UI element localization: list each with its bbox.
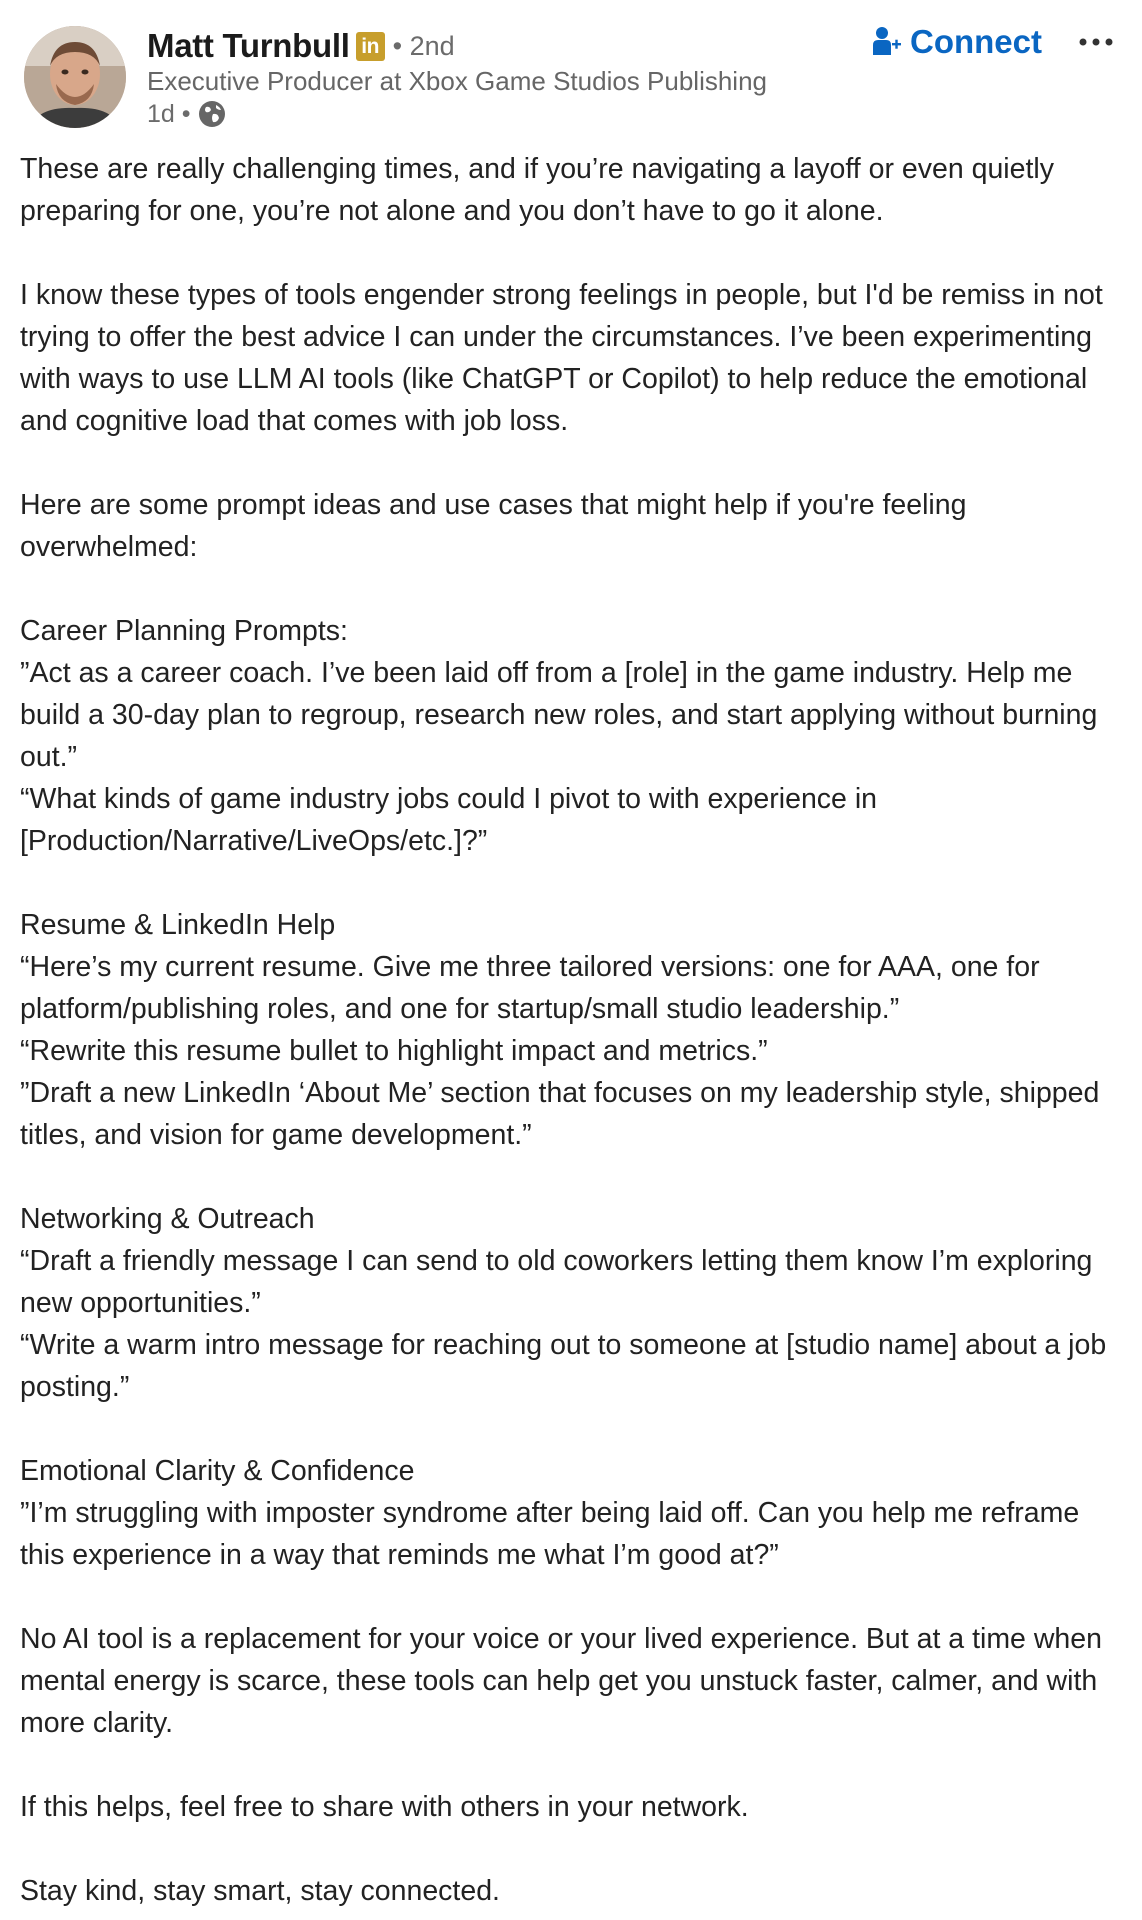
section-heading: Resume & LinkedIn Help — [20, 909, 336, 941]
prompt-line: ”Act as a career coach. I’ve been laid off from a [role] in the game industry. Help me build a 30-day plan to regroup, research new roles, and start applying without burning out.” — [20, 657, 1098, 773]
post-paragraph — [20, 1786, 1120, 1828]
author-headline: Executive Producer at Xbox Game Studios Publishing — [147, 66, 768, 96]
post-body — [20, 148, 1120, 1912]
post-paragraph — [20, 484, 1120, 568]
post-section-networking — [20, 1198, 1120, 1408]
avatar[interactable] — [24, 26, 126, 128]
prompt-line: “What kinds of game industry jobs could I pivot to with experience in [Production/Narrative/LiveOps/etc.]?” — [20, 783, 878, 857]
prompt-line: “Here’s my current resume. Give me three tailored versions: one for AAA, one for platform/publishing roles, and one for startup/small studio leadership.” — [20, 951, 1040, 1025]
post-paragraph — [20, 274, 1120, 442]
section-heading: Emotional Clarity & Confidence — [20, 1455, 415, 1487]
post-text-line: If this helps, feel free to share with others in your network. — [20, 1791, 749, 1823]
section-heading: Career Planning Prompts: — [20, 615, 348, 647]
add-person-icon — [872, 25, 902, 59]
post-text-line: No AI tool is a replacement for your voice or your lived experience. But at a time when mental energy is scarce, these tools can help get you unstuck faster, calmer, and with more clarity. — [20, 1623, 1102, 1739]
prompt-line: ”Draft a new LinkedIn ‘About Me’ section that focuses on my leadership style, shipped titles, and vision for game development.” — [20, 1077, 1100, 1151]
globe-icon — [197, 99, 227, 129]
post-text-line: I know these types of tools engender strong feelings in people, but I'd be remiss in not trying to offer the best advice I can under the circumstances. I’ve been experimenting with ways to use LLM AI tools (like ChatGPT or Copilot) to help reduce the emotional and cognitive load that comes with job loss. — [20, 279, 1103, 437]
post-meta — [147, 98, 227, 130]
more-options-icon — [1078, 37, 1114, 47]
post-text-line: Stay kind, stay smart, stay connected. — [20, 1875, 500, 1907]
author-name[interactable]: Matt Turnbull — [147, 27, 350, 64]
post-text-line: These are really challenging times, and if you’re navigating a layoff or even quietly preparing for one, you’re not alone and you don’t have to go it alone. — [20, 153, 1054, 227]
post-section-emotional-clarity — [20, 1450, 1120, 1576]
more-options-button[interactable] — [1074, 20, 1118, 64]
post-header — [0, 0, 1142, 140]
linkedin-premium-icon: in — [356, 32, 385, 61]
section-heading: Networking & Outreach — [20, 1203, 315, 1235]
post-text-line: Here are some prompt ideas and use cases that might help if you're feeling overwhelmed: — [20, 489, 967, 563]
post-paragraph — [20, 1618, 1120, 1744]
avatar-image — [24, 26, 126, 128]
post-time: 1d • — [147, 99, 191, 128]
connect-label: Connect — [910, 23, 1042, 60]
post-section-resume-help — [20, 904, 1120, 1156]
post-section-career-planning — [20, 610, 1120, 862]
connection-degree: • 2nd — [392, 30, 455, 61]
post-paragraph — [20, 1870, 1120, 1912]
connect-button[interactable] — [872, 20, 1042, 64]
prompt-line: ”I’m struggling with imposter syndrome after being laid off. Can you help me reframe this experience in a way that reminds me what I’m good at?” — [20, 1497, 1080, 1571]
post-paragraph — [20, 148, 1120, 232]
prompt-line: “Write a warm intro message for reaching out to someone at [studio name] about a job posting.” — [20, 1329, 1107, 1403]
author-name-row — [147, 24, 455, 68]
prompt-line: “Rewrite this resume bullet to highlight impact and metrics.” — [20, 1035, 768, 1067]
prompt-line: “Draft a friendly message I can send to old coworkers letting them know I’m exploring new opportunities.” — [20, 1245, 1093, 1319]
